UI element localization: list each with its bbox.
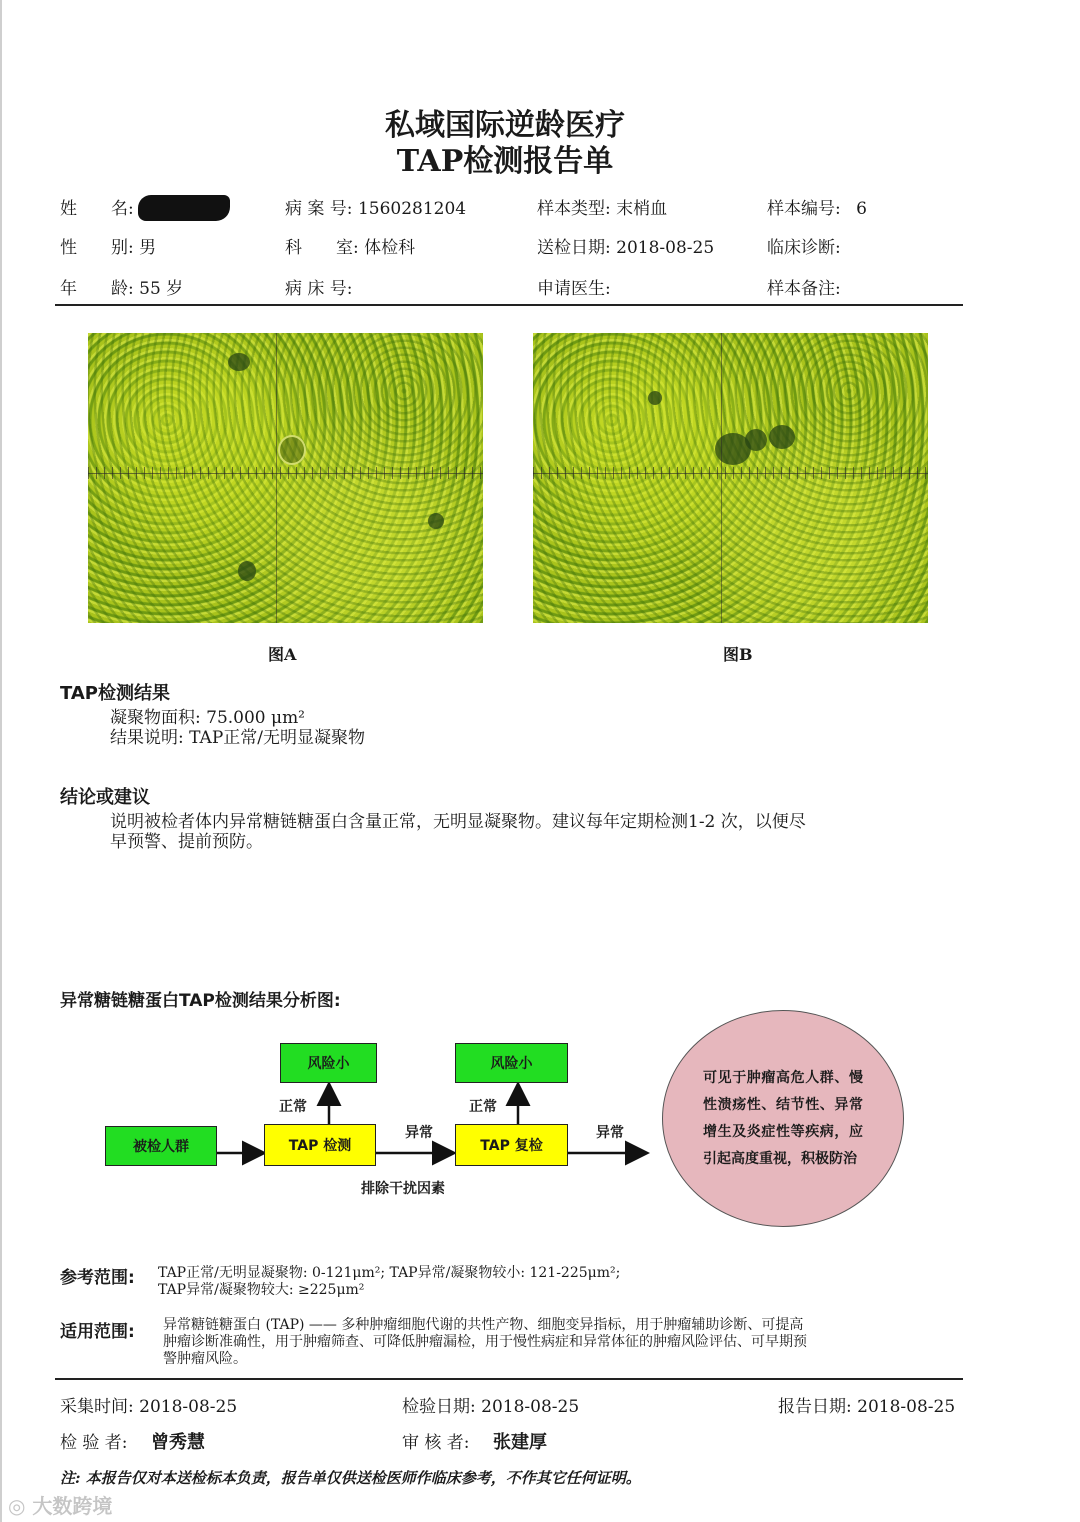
result-description: 结果说明: TAP正常/无明显凝聚物 — [110, 728, 365, 748]
flow-low-risk-box-1: 风险小 — [280, 1043, 377, 1083]
scope-line-1: 异常糖链糖蛋白 (TAP) —— 多种肿瘤细胞代谢的共性产物、细胞变异指标，用于肿瘤辅助诊断、可提高 — [163, 1317, 804, 1333]
reviewer-label: 审 核 者: — [402, 1433, 470, 1453]
flow-label-abnormal-1: 异常 — [405, 1125, 433, 1141]
report-title-org: 私域国际逆龄医疗 — [385, 108, 625, 143]
reviewer-value: 张建厚 — [492, 1432, 547, 1453]
doctor-label: 申请医生: — [537, 279, 611, 299]
sample-no-label: 样本编号: — [767, 199, 841, 219]
sex-value: 男 — [139, 238, 157, 258]
sample-type-label: 样本类型: — [537, 199, 611, 219]
dept-value: 体检科 — [364, 238, 416, 258]
scope-line-3: 警肿瘤风险。 — [163, 1351, 247, 1367]
caption-figure-b: 图B — [723, 645, 753, 664]
inspect-date-value: 2018-08-25 — [481, 1397, 580, 1417]
flow-test-box: TAP 检测 — [264, 1124, 376, 1166]
age-label: 年 龄: — [60, 279, 134, 299]
watermark-text: 大数跨境 — [32, 1494, 113, 1518]
bed-label: 病 床 号: — [285, 279, 353, 299]
disclaimer-note: 注: 本报告仅对本送检标本负责，报告单仅供送检医师作临床参考，不作其它任何证明。 — [60, 1469, 641, 1487]
collect-time-field — [60, 1392, 237, 1417]
reference-line-1: TAP正常/无明显凝聚物: 0-121μm²; TAP异常/凝聚物较小: 121-225μm²; — [158, 1265, 621, 1281]
scope-line-2: 肿瘤诊断准确性，用于肿瘤筛查、可降低肿瘤漏检，用于慢性病症和异常体征的肿瘤风险评估、可早期预 — [163, 1334, 807, 1350]
inspect-date-label: 检验日期: — [402, 1397, 476, 1417]
flow-label-exclude: 排除干扰因素 — [361, 1181, 445, 1197]
flow-label-normal-2: 正常 — [469, 1099, 497, 1115]
age-value: 55 岁 — [139, 279, 184, 299]
report-date-value: 2018-08-25 — [857, 1397, 956, 1417]
flow-label-abnormal-2: 异常 — [596, 1125, 624, 1141]
risk-circle-text: 可见于肿瘤高危人群、慢性溃疡性、结节性、异常增生及炎症性等疾病，应引起高度重视，积极防治 — [703, 1069, 863, 1167]
inspector-field — [60, 1428, 205, 1454]
report-date-field — [778, 1392, 955, 1417]
reference-line-2: TAP异常/凝聚物较大: ≥225μm² — [158, 1282, 365, 1298]
footer-divider — [55, 1378, 963, 1380]
report-title: TAP检测报告单 — [396, 144, 614, 179]
conclusion-heading: 结论或建议 — [60, 787, 150, 808]
aggregate-area: 凝聚物面积: 75.000 μm² — [110, 708, 306, 728]
risk-circle — [662, 1010, 904, 1227]
dept-label: 科 室: — [285, 238, 359, 258]
conclusion-line-1: 说明被检者体内异常糖链糖蛋白含量正常，无明显凝聚物。建议每年定期检测1-2 次，以便尽 — [110, 812, 806, 832]
reference-label: 参考范围: — [60, 1268, 135, 1288]
result-heading: TAP检测结果 — [60, 683, 171, 704]
report-date-label: 报告日期: — [778, 1397, 852, 1417]
sex-label: 性 别: — [60, 238, 134, 258]
inspector-label: 检 验 者: — [60, 1433, 128, 1453]
inspector-value: 曾秀慧 — [150, 1432, 205, 1453]
watermark-logo-icon: ◎ — [8, 1494, 33, 1518]
flow-low-risk-box-2: 风险小 — [455, 1043, 568, 1083]
scope-label: 适用范围: — [60, 1322, 135, 1342]
send-date-value: 2018-08-25 — [616, 238, 715, 258]
inspect-date-field — [402, 1392, 579, 1417]
flow-heading: 异常糖链糖蛋白TAP检测结果分析图: — [60, 991, 341, 1011]
flow-recheck-box: TAP 复检 — [455, 1124, 568, 1166]
send-date-label: 送检日期: — [537, 238, 611, 258]
caption-figure-a: 图A — [268, 645, 297, 664]
case-label: 病 案 号: — [285, 199, 353, 219]
flow-start-box: 被检人群 — [105, 1126, 217, 1166]
sample-no-value: 6 — [856, 199, 867, 219]
conclusion-line-2: 早预警、提前预防。 — [110, 832, 263, 852]
watermark — [8, 1490, 112, 1519]
reviewer-field — [402, 1428, 547, 1454]
diagnosis-label: 临床诊断: — [767, 238, 841, 258]
collect-time-label: 采集时间: — [60, 1397, 134, 1417]
name-label: 姓 名: — [60, 199, 134, 219]
case-value: 1560281204 — [357, 199, 467, 219]
flow-label-normal-1: 正常 — [279, 1099, 307, 1115]
collect-time-value: 2018-08-25 — [139, 1397, 238, 1417]
remark-label: 样本备注: — [767, 279, 841, 299]
sample-type-value: 末梢血 — [616, 199, 668, 219]
